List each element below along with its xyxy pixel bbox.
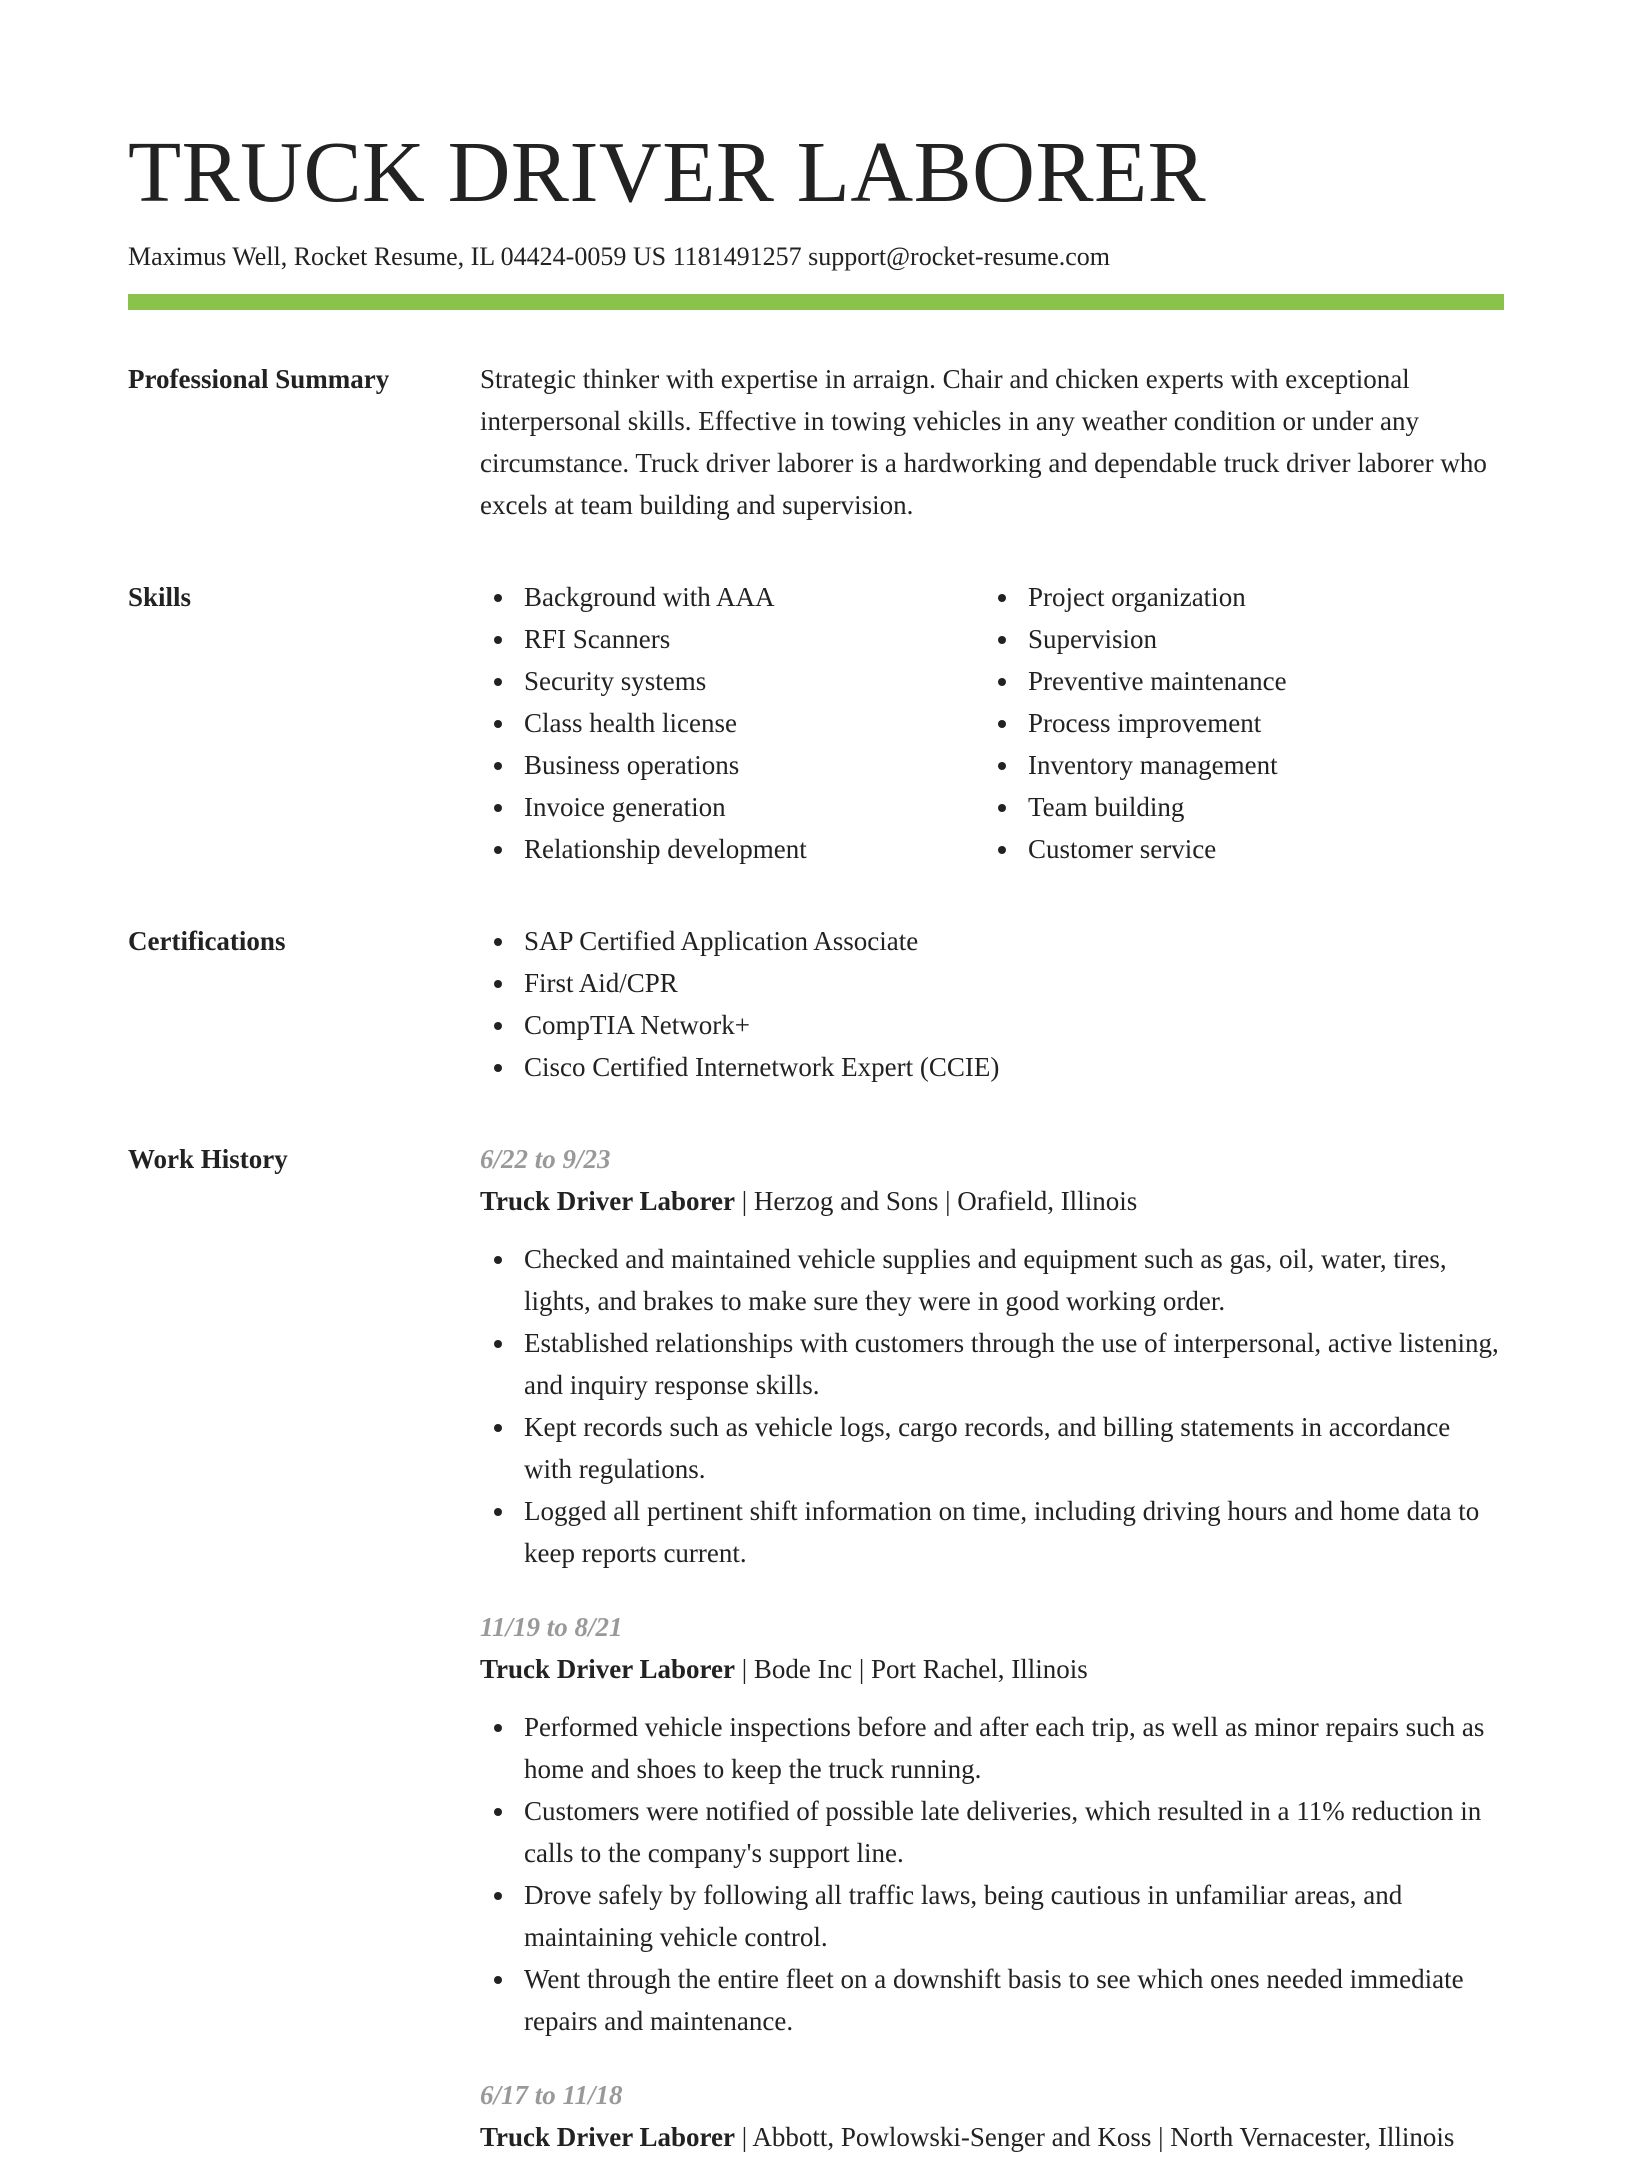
- job-line: [480, 2116, 1504, 2158]
- certification-item: SAP Certified Application Associate: [524, 920, 1504, 962]
- work-history-section: [128, 1138, 1504, 2158]
- candidate-name: TRUCK DRIVER LABORER: [128, 123, 1207, 220]
- skill-item: Process improvement: [1028, 702, 1488, 744]
- job-line: [480, 1648, 1504, 1690]
- skill-item: Security systems: [524, 660, 984, 702]
- summary-text: Strategic thinker with expertise in arraign. Chair and chicken experts with exceptional interpersonal skills. Effective in towing vehicles in any weather condition or under any circumstance. Truck driver laborer is a hardworking and dependable truck driver laborer who excels at team building and supervision.: [480, 364, 1487, 520]
- section-heading: Certifications: [128, 926, 286, 956]
- job-entry: [480, 1138, 1504, 1574]
- skill-item: Invoice generation: [524, 786, 984, 828]
- certification-item: Cisco Certified Internetwork Expert (CCIE): [524, 1046, 1504, 1088]
- job-line: [480, 1180, 1504, 1222]
- skill-item: Inventory management: [1028, 744, 1488, 786]
- skills-list-left: [480, 576, 984, 870]
- section-heading: Work History: [128, 1144, 288, 1174]
- header-accent-rule: [128, 294, 1504, 310]
- job-bullets: [480, 1238, 1504, 1574]
- job-bullet: Went through the entire fleet on a downshift basis to see which ones needed immediate repairs and maintenance.: [524, 1958, 1504, 2042]
- job-bullet: Kept records such as vehicle logs, cargo records, and billing statements in accordance with regulations.: [524, 1406, 1504, 1490]
- contact-line: Maximus Well, Rocket Resume, IL 04424-0059 US 1181491257 support@rocket-resume.com: [128, 242, 1111, 271]
- job-details: | Herzog and Sons | Orafield, Illinois: [734, 1186, 1138, 1216]
- section-heading: Skills: [128, 582, 192, 612]
- job-dates: 6/17 to 11/18: [480, 2080, 623, 2110]
- certifications-list: [480, 920, 1504, 1088]
- job-entry: [480, 1606, 1504, 2042]
- certification-item: CompTIA Network+: [524, 1004, 1504, 1046]
- job-details: | Bode Inc | Port Rachel, Illinois: [734, 1654, 1088, 1684]
- skill-item: Team building: [1028, 786, 1488, 828]
- job-bullet: Logged all pertinent shift information on time, including driving hours and home data to keep reports current.: [524, 1490, 1504, 1574]
- skill-item: Supervision: [1028, 618, 1488, 660]
- certification-item: First Aid/CPR: [524, 962, 1504, 1004]
- job-bullets: [480, 1706, 1504, 2042]
- job-title: Truck Driver Laborer: [480, 1186, 735, 1216]
- job-title: Truck Driver Laborer: [480, 1654, 735, 1684]
- skill-item: Customer service: [1028, 828, 1488, 870]
- skill-item: Relationship development: [524, 828, 984, 870]
- job-dates: 6/22 to 9/23: [480, 1144, 611, 1174]
- job-details: | Abbott, Powlowski-Senger and Koss | North Vernacester, Illinois: [734, 2122, 1455, 2152]
- skills-list-right: [984, 576, 1488, 870]
- job-dates: 11/19 to 8/21: [480, 1612, 623, 1642]
- skill-item: RFI Scanners: [524, 618, 984, 660]
- job-bullet: Customers were notified of possible late deliveries, which resulted in a 11% reduction in calls to the company's support line.: [524, 1790, 1504, 1874]
- skill-item: Project organization: [1028, 576, 1488, 618]
- resume-page: [128, 0, 1504, 2158]
- skill-item: Preventive maintenance: [1028, 660, 1488, 702]
- job-bullet: Drove safely by following all traffic laws, being cautious in unfamiliar areas, and maintaining vehicle control.: [524, 1874, 1504, 1958]
- skill-item: Business operations: [524, 744, 984, 786]
- skills-section: [128, 576, 1504, 870]
- job-bullet: Performed vehicle inspections before and after each trip, as well as minor repairs such as home and shoes to keep the truck running.: [524, 1706, 1504, 1790]
- certifications-section: [128, 920, 1504, 1088]
- job-entry: [480, 2074, 1504, 2158]
- job-title: Truck Driver Laborer: [480, 2122, 735, 2152]
- job-bullet: Checked and maintained vehicle supplies and equipment such as gas, oil, water, tires, lights, and brakes to make sure they were in good working order.: [524, 1238, 1504, 1322]
- skill-item: Background with AAA: [524, 576, 984, 618]
- professional-summary-section: [128, 358, 1504, 526]
- job-bullet: Established relationships with customers through the use of interpersonal, active listening, and inquiry response skills.: [524, 1322, 1504, 1406]
- section-heading: Professional Summary: [128, 364, 390, 394]
- skill-item: Class health license: [524, 702, 984, 744]
